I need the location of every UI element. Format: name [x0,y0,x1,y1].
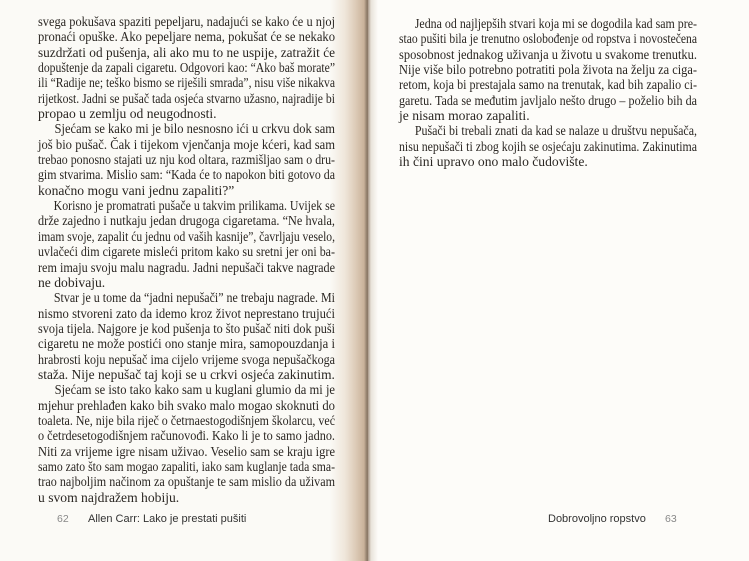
text-line: još bio pušač. Čak i tijekom vjenčanja moje kćeri, kad sam [38,136,335,152]
text-line: nisu nepušači ti zbog kojih se osjećaju zakinutima. Zakinutima [399,138,697,154]
text-line: svoja tijela. Najgore je kod pušenja to što pušač niti dok puši [38,320,335,336]
text-line: ne dobivaju. [38,274,106,290]
text-line: trebao ponosno stajati uz nju kod oltara, razmišljao sam o dru- [38,152,335,168]
text-line: stao pušiti bila je trenutno oslobođenje od ropstva i novostečena [399,31,697,47]
text-line: Korisno je promatrati pušače u takvim prilikama. Uvijek se [53,198,335,214]
text-line: dopuštenje da zapali cigaretu. Odgovori kao: “Ako baš morate” [38,60,335,76]
paragraph [38,382,335,505]
text-line: toaleta. Ne, nije bila riječ o četrnaestogodišnjem školarcu, već [38,412,335,428]
text-line: rem imaju svoju malu nagradu. Jadni nepušači takve nagrade [38,259,335,275]
text-line: trao najboljim načinom za opuštanje te sam mislio da uživam [38,474,335,490]
text-line: je nisam morao zapaliti. [399,108,530,124]
text-line: retom, koja bi prestajala samo na trenutak, kad bih zapalio ci- [399,77,697,93]
page-number: 62 [57,513,69,525]
text-line: nismo stvoreni zato da idemo kroz život neprestano trujući [38,305,335,321]
text-line: konačno mogu vani jednu zapaliti?” [38,182,235,198]
text-line: svega pokušava spaziti pepeljaru, nadajući se kako će u njoj [38,14,335,29]
text-line: gim stvarima. Mislio sam: “Kada će to napokon biti gotovo da [38,167,335,183]
text-line: imam svoje, zapalit ću jednu od vaših kasnije”, čavrljaju veselo, [38,228,335,244]
text-line: Stvar je u tome da “jadni nepušači” ne trebaju nagrade. Mi [53,290,336,306]
text-line: Jedna od najljepših stvari koja mi se dogodila kad sam pre- [414,16,697,31]
text-line: Niti za vrijeme igre nisam uživao. Veselio sam se kraju igre [38,443,335,459]
text-line: hrabrosti koju nepušač ima cijelo vrijeme svoga nepušačkoga [38,351,335,367]
text-line: cigaretu ne može postići ono stanje mira, samopouzdanja i [38,336,335,352]
text-line: Sjećam se kako mi je bilo nesnosno ići u crkvu dok sam [54,121,335,137]
text-line: staža. Nije nepušač taj koji se u crkvi osjeća zakinutim. [38,366,335,382]
page-number: 63 [665,513,677,525]
text-line: Pušači bi trebali znati da kad se nalaze u društvu nepušača, [414,123,697,139]
running-title: Dobrovoljno ropstvo [548,513,646,525]
left-page [0,0,368,561]
text-line: drže zajedno i nutkaju jedan drugoga cigaretama. “Ne hvala, [38,213,335,229]
paragraph [38,290,335,382]
paragraph [38,121,335,198]
text-line: u svom najdražem hobiju. [38,489,180,505]
text-line: Sjećam se isto tako kako sam u kuglani glumio da mi je [54,382,336,398]
paragraph [38,198,335,290]
right-page [368,0,749,561]
left-page-body [38,14,335,505]
text-line: o četrdesetogodišnjem računovođi. Kako li je to samo jadno. [38,428,335,444]
text-line: ili “Radije ne; teško bismo se riješili smrada”, nisu više nikakva [38,75,335,91]
paragraph [399,123,697,169]
text-line: ih čini upravo ono malo čudovište. [399,154,588,170]
paragraph [38,14,335,121]
right-page-body [399,16,697,169]
text-line: Nije više bilo potrebno potratiti pola života na želju za ciga- [399,62,697,78]
paragraph [399,16,697,123]
text-line: uvlačeći dim cigarete misleći pritom kako su sretni jer oni ba- [38,244,335,260]
text-line: propao u zemlju od neugodnosti. [38,106,217,122]
text-line: samo zato što sam mogao zapaliti, iako sam kuglanje tada sma- [38,458,335,474]
text-line: rijetkost. Jadni se pušač tada osjeća stvarno užasno, najradije bi [38,90,335,106]
text-line: pronaći opuške. Ako pepeljare nema, pokušat će se nekako [38,29,335,45]
text-line: suzdržati od pušenja, ali ako mu to ne uspije, zatražit će [38,44,335,60]
text-line: sposobnost jednakog uživanja u životu u svakome trenutku. [399,46,697,62]
text-line: garetu. Tada se međutim javljalo nešto drugo – poželio bih da [399,92,697,108]
running-title: Allen Carr: Lako je prestati pušiti [88,513,247,525]
text-line: mjehur prehlađen kako bih svako malo mogao skoknuti do [38,397,335,413]
